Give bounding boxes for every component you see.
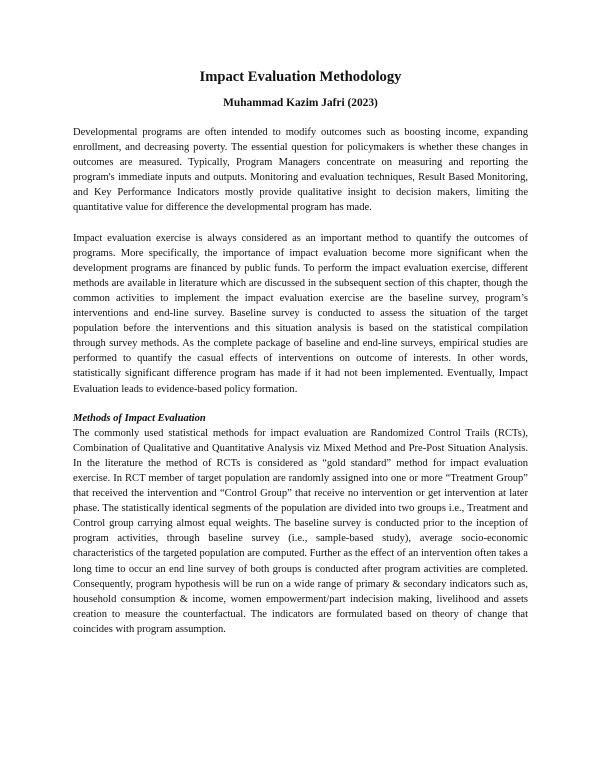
intro-paragraph: Developmental programs are often intended to modify outcomes such as boosting income, expanding enrollment, and decreasing poverty. The essential question for policymakers is whether these changes in outcomes are measured. Typically, Program Managers concentrate on measuring and reporting the program's immediate inputs and outputs. Monitoring and evaluation techniques, Result Based Monitoring, and Key Performance Indicators mostly provide qualitative insight to decision makers, limiting the quantitative value for difference the developmental program has made.	[73, 127, 528, 214]
section-heading: Methods of Impact Evaluation	[73, 412, 206, 424]
impact-evaluation-paragraph: Impact evaluation exercise is always considered as an important method to quantify the outcomes of programs. More specifically, the importance of impact evaluation become more significant when the development programs are financed by public funds. To perform the impact evaluation exercise, different methods are available in literature which are discussed in the subsequent section of this chapter, though the common activities to implement the impact evaluation exercise are the baseline survey, program’s interventions and end-line survey. Baseline survey is conducted to assess the situation of the target population before the interventions and this situation analysis is based on the statistical compilation through survey methods. As the complete package of baseline and end-line surveys, empirical studies are performed to quantify the casual effects of interventions on outcome of interests. In other words, statistically significant difference program has made if it had not been implemented. Eventually, Impact Evaluation leads to evidence-based policy formation.	[73, 232, 528, 395]
section-body-paragraph: The commonly used statistical methods for impact evaluation are Randomized Control Trails (RCTs), Combination of Qualitative and Quantitative Analysis viz Mixed Method and Pre-Post Situation Analysis. In the literature the method of RCTs is considered as “gold standard” method for impact evaluation exercise. In RCT member of target population are randomly assigned into one or more “Treatment Group” that received the intervention and “Control Group” that receive no intervention or get intervention at later phase. The statistically identical segments of the population are divided into two groups i.e., Treatment and Control group carrying almost equal weights. The baseline survey is conducted prior to the inception of program activities, through baseline survey (i.e., sample-based study), average socio-economic characteristics of the targeted population are computed. Further as the effect of an intervention often takes a long time to occur an end line survey of both groups is conducted after program activities are completed. Consequently, program hypothesis will be run on a wide range of primary & secondary indicators such as, household consumption & income, women empowerment/part indecision making, livelihood and assets creation to measure the counterfactual. The indicators are formulated based on theory of change that coincides with program assumption.	[73, 427, 528, 635]
document-author: Muhammad Kazim Jafri (2023)	[223, 97, 378, 109]
document-title: Impact Evaluation Methodology	[199, 69, 402, 85]
